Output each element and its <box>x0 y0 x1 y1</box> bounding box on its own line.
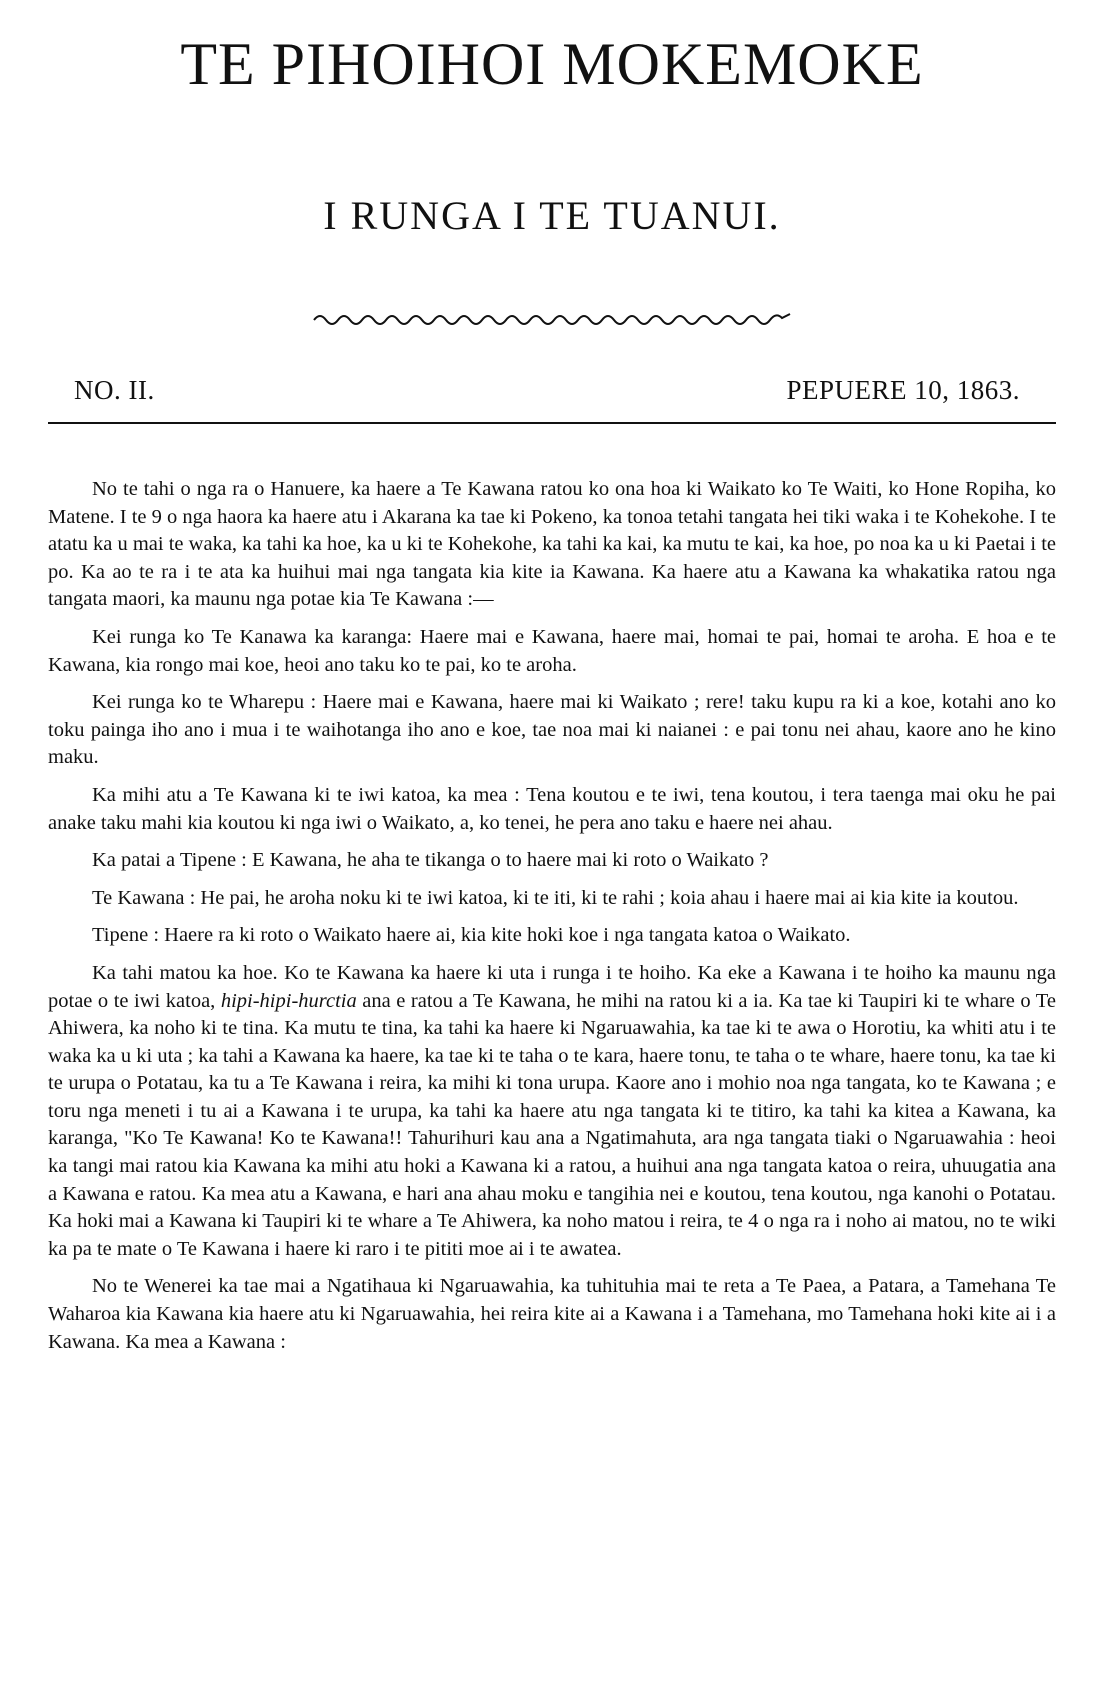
wavy-rule-ornament <box>312 308 792 328</box>
masthead-subtitle: I RUNGA I TE TUANUI. <box>323 193 781 238</box>
paragraph: Tipene : Haere ra ki roto o Waikato haere ai, kia kite hoki koe i nga tangata katoa o Waikato. <box>92 924 851 947</box>
article-body <box>48 476 1056 1356</box>
paragraph: Ka mihi atu a Te Kawana ki te iwi katoa, ka mea : Tena koutou e te iwi, tena koutou, i tera taenga mai oku he pai anake taku mahi kia koutou ki nga iwi o Waikato, a, ko tenei, he pera ano taku e haere nei ahau. <box>48 783 1056 834</box>
paragraph-text: Ka tahi matou ka hoe. Ko te Kawana ka haere ki uta i runga i te hoiho. Ka eke a Kawana i te hoiho ka maunu nga potae o te iwi katoa, <box>48 961 1056 1012</box>
paragraph: Ka patai a Tipene : E Kawana, he aha te tikanga o to haere mai ki roto o Waikato ? <box>92 849 769 872</box>
issue-date: PEPUERE 10, 1863. <box>786 375 1020 405</box>
issue-number: NO. II. <box>74 375 155 405</box>
paragraph: Kei runga ko te Wharepu : Haere mai e Kawana, haere mai ki Waikato ; rere! taku kupu ra ki a koe, kotahi ano ko toku painga iho ano i mua i te waihotanga iho ano e koe, tae noa mai ki naianei : e pai tonu nei ahau, kaore ano he kino maku. <box>48 691 1056 769</box>
paragraph: No te tahi o nga ra o Hanuere, ka haere a Te Kawana ratou ko ona hoa ki Waikato ko Te Waiti, ko Hone Ropiha, ko Matene. I te 9 o nga haora ka haere atu i Akarana ka tae ki Pokeno, ka tonoa tetahi tangata hei tiki waka i te Kohekohe. I te atatu ka u mai te waka, ka tahi ka hoe, ka u ki te Kohekohe, ka tahi ka kai, ka mutu te kai, ka hoe, po noa ka u ki Paetai i te po. Ka ao te ra i te ata ka huihui mai nga tangata kia kite ia Kawana. Ka haere atu a Kawana ka whakatika ratou nga tangata maori, ka maunu nga potae kia Te Kawana :— <box>48 478 1056 611</box>
header-rule <box>48 422 1056 424</box>
paragraph <box>48 960 1056 1264</box>
paragraph: Kei runga ko Te Kanawa ka karanga: Haere mai e Kawana, haere mai, homai te pai, homai te aroha. E hoa e te Kawana, kia rongo mai koe, heoi ano taku ko te pai, ko te aroha. <box>48 625 1056 676</box>
italic-phrase: hipi-hipi-hurctia <box>220 989 357 1012</box>
issue-line <box>48 374 1056 406</box>
masthead-title: TE PIHOIHOI MOKEMOKE <box>180 31 924 97</box>
paragraph-text: ana e ratou a Te Kawana, he mihi na ratou ki a ia. Ka tae ki Taupiri ki te whare o Te Ahiwera, ka noho ki te tina. Ka mutu te tina, ka tahi ka haere ki Ngaruawahia, ka tae ki te awa o Horotiu, ka whiti atu i te waka ka u ki uta ; ka tahi a Kawana ka haere, ka tae ki te taha o te kara, haere tonu, te taha o te whare, haere tonu, ka tae ki te urupa o Potatau, ka tu a Te Kawana i reira, ka mihi ki tona urupa. Kaore ano i mohio noa nga tangata, ko te Kawana ; e toru nga meneti i tu ai a Kawana i te urupa, ka tahi ka haere atu nga tangata ki te titiro, ka tahi ka kitea a Kawana, ka karanga, "Ko Te Kawana! Ko te Kawana!! Tahurihuri kau ana a Ngatimahuta, ara nga tangata tiaki o Ngaruawahia : heoi ka tangi mai ratou kia Kawana ka mihi atu hoki a Kawana ki a ratou, a huihui ana nga tangata katoa o reira, uhuugatia ana a Kawana e ratou. Ka mea atu a Kawana, e hari ana ahau moku e tangihia nei e koutou, tena koutou, nga kanohi o Potatau. Ka hoki mai a Kawana ki Taupiri ki te whare a Te Ahiwera, ka noho matou i reira, te 4 o nga ra i noho ai matou, no te wiki ka pa te mate o Te Kawana i haere ki raro i te pititi moe ai i te awatea. <box>48 989 1056 1260</box>
paragraph: No te Wenerei ka tae mai a Ngatihaua ki Ngaruawahia, ka tuhituhia mai te reta a Te Paea, a Patara, a Tamehana Te Waharoa kia Kawana kia haere atu ki Ngaruawahia, hei reira kite ai a Kawana i a Tamehana, mo Tamehana hoki kite ai i a Kawana. Ka mea a Kawana : <box>48 1275 1056 1353</box>
paragraph: Te Kawana : He pai, he aroha noku ki te iwi katoa, ki te iti, ki te rahi ; koia ahau i haere mai ai kia kite ia koutou. <box>92 886 1019 909</box>
